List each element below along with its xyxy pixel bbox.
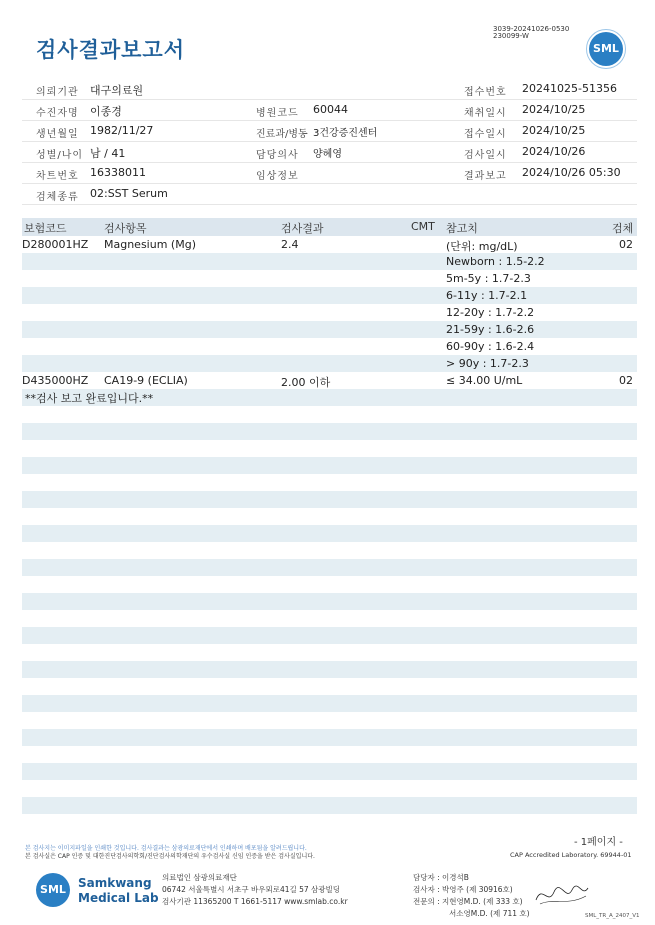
footer-note-1: 본 검사지는 이미지파일을 인쇄한 것입니다. 검사결과는 삼광의료재단에서 인쇄하며 배포됨을 알려드립니다. (25, 845, 307, 852)
row-specimen: 02 (619, 238, 633, 251)
table-stripe (22, 661, 637, 678)
table-stripe (22, 355, 637, 372)
signature (532, 880, 592, 910)
table-stripe (22, 287, 637, 304)
table-stripe (22, 457, 637, 474)
org-registration: 검사기관 11365200 T 1661-5117 www.smlab.co.kr (162, 897, 348, 906)
table-stripe (22, 797, 637, 814)
row-reference: 21-59y : 1.6-2.6 (446, 323, 535, 336)
row-reference: 60-90y : 1.6-2.4 (446, 340, 535, 353)
row-item: CA19-9 (ECLIA) (104, 374, 188, 387)
clinical-label: 임상정보 (256, 171, 299, 182)
receipt-no-value: 20241025-51356 (522, 82, 617, 95)
header-cmt: CMT (411, 220, 435, 233)
institution-label: 의뢰기관 (36, 87, 79, 98)
table-stripe (22, 321, 637, 338)
row-code: D435000HZ (22, 374, 89, 387)
header-specimen: 검체 (612, 222, 634, 235)
org-name: 의료법인 삼광의료재단 (162, 873, 237, 882)
specimen-value: 02:SST Serum (90, 187, 168, 200)
patient-value: 이종경 (90, 105, 122, 118)
table-stripe (22, 627, 637, 644)
row-reference: 5m-5y : 1.7-2.3 (446, 272, 531, 285)
table-stripe (22, 729, 637, 746)
document-number-line2: 230099-W (493, 32, 529, 40)
chart-value: 16338011 (90, 166, 146, 179)
report-title: 검사결과보고서 (36, 38, 186, 62)
sml-logo-text: SML (593, 42, 619, 55)
table-stripe (22, 763, 637, 780)
brand-line-2: Medical Lab (78, 891, 159, 905)
samkwang-logo-text: SML (40, 883, 66, 896)
dept-value: 3건강증진센터 (313, 128, 378, 139)
report-date-value: 2024/10/26 05:30 (522, 166, 621, 179)
doctor-label: 담당의사 (256, 150, 299, 161)
completion-note: **검사 보고 완료입니다.** (25, 392, 154, 405)
form-code: SML_TR_A_2407_V1 (585, 913, 640, 919)
table-stripe (22, 695, 637, 712)
staff-tester: 검사자 : 박영주 (제 30916호) (413, 885, 513, 894)
header-reference: 참고치 (446, 222, 478, 235)
row-reference: > 90y : 1.7-2.3 (446, 357, 529, 370)
brand-line-1: Samkwang (78, 876, 152, 890)
header-item: 검사항목 (104, 222, 147, 235)
row-result: 2.00 이하 (281, 376, 331, 389)
row-reference: 12-20y : 1.7-2.2 (446, 306, 535, 319)
info-row-1 (22, 79, 637, 100)
collect-date-value: 2024/10/25 (522, 103, 586, 116)
row-result: 2.4 (281, 238, 299, 251)
row-reference: ≤ 34.00 U/mL (446, 374, 523, 387)
chart-label: 차트번호 (36, 171, 79, 182)
row-item: Magnesium (Mg) (104, 238, 196, 251)
test-date-label: 검사일시 (464, 150, 507, 161)
info-row-4 (22, 142, 637, 163)
table-stripe (22, 423, 637, 440)
samkwang-logo (36, 873, 70, 907)
specimen-label: 검체종류 (36, 192, 79, 203)
dob-value: 1982/11/27 (90, 124, 154, 137)
document-number-line1: 3039-20241026-0530 (493, 25, 570, 33)
doctor-value: 양혜영 (313, 149, 342, 160)
row-reference: 6-11y : 1.7-2.1 (446, 289, 528, 302)
cap-accreditation: CAP Accredited Laboratory. 69944-01 (510, 851, 632, 859)
test-date-value: 2024/10/26 (522, 145, 586, 158)
report-date-label: 결과보고 (464, 171, 507, 182)
org-address: 06742 서울특별시 서초구 바우뫼로41길 57 삼광빌딩 (162, 885, 341, 894)
row-reference: Newborn : 1.5-2.2 (446, 255, 545, 268)
table-stripe (22, 525, 637, 542)
receipt-no-label: 접수번호 (464, 87, 507, 98)
document-number (493, 26, 569, 40)
info-row-2 (22, 100, 637, 121)
sex-age-label: 성별/나이 (36, 150, 84, 161)
header-code: 보험코드 (24, 222, 67, 235)
info-row-3 (22, 121, 637, 142)
staff-specialist-2: 서소영M.D. (제 711 호) (449, 909, 530, 918)
collect-date-label: 채취일시 (464, 108, 507, 119)
row-specimen: 02 (619, 374, 633, 387)
sml-logo (589, 32, 623, 66)
patient-label: 수진자명 (36, 108, 79, 119)
page-number: - 1페이지 - (574, 837, 623, 848)
hospital-code-value: 60044 (313, 103, 348, 116)
header-result: 검사결과 (281, 222, 324, 235)
dept-label: 진료과/병동 (256, 129, 308, 140)
row-reference: (단위: mg/dL) (446, 240, 518, 253)
table-stripe (22, 559, 637, 576)
staff-contact: 담당자 : 이경석B (413, 873, 469, 882)
receipt-date-label: 접수일시 (464, 129, 507, 140)
row-code: D280001HZ (22, 238, 89, 251)
info-row-5 (22, 163, 637, 184)
dob-label: 생년월일 (36, 129, 79, 140)
table-stripe (22, 253, 637, 270)
table-stripe (22, 593, 637, 610)
receipt-date-value: 2024/10/25 (522, 124, 586, 137)
info-row-6 (22, 184, 637, 205)
institution-value: 대구의료원 (90, 84, 144, 97)
footer-note-2: 본 검사실은 CAP 인증 및 대한진단검사의학회/진단검사의학재단의 우수검사실 신임 인증을 받은 검사실입니다. (25, 853, 315, 860)
staff-specialist: 전문의 : 지현영M.D. (제 333 호) (413, 897, 523, 906)
table-stripe (22, 491, 637, 508)
hospital-code-label: 병원코드 (256, 108, 299, 119)
sex-age-value: 남 / 41 (90, 147, 126, 160)
results-table-header (22, 218, 637, 236)
